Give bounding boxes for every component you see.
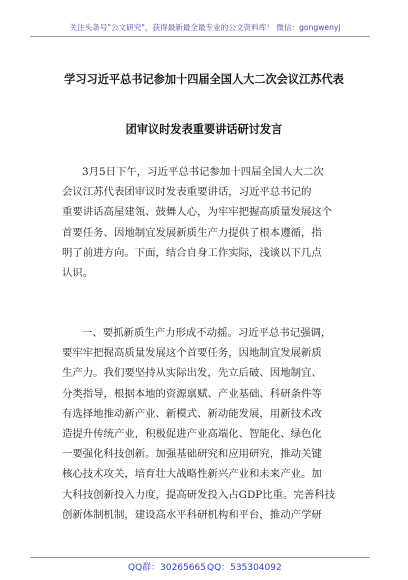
footer-qq-contact: QQ：535304092: [207, 563, 282, 573]
document-title-line-1: 学习习近平总书记参加十四届全国人大二次会议江苏代表: [64, 73, 344, 86]
text-line: 首要任务、因地制宜发展新质生产力提供了根本遵循，指: [62, 226, 322, 239]
footer-divider: [30, 557, 370, 558]
text-line: 一要强化科技创新。加强基础研究和应用研究，推动关键: [62, 448, 322, 461]
paragraph-2: [62, 323, 348, 525]
document-title-line-2: 团审议时发表重要讲话研讨发言: [125, 123, 283, 136]
text-line: 一、要抓新质生产力形成不动摇。习近平总书记强调，: [82, 327, 332, 339]
footer: [0, 560, 408, 574]
text-line: 创新体制机制，建设高水平科研机构和平台，推动产学研: [62, 508, 322, 521]
text-line: 造提升传统产业，积极促进产业高端化、智能化、绿色化: [62, 427, 322, 440]
text-line: 有选择地推动新产业、新模式、新动能发展，用新技术改: [62, 407, 322, 420]
text-line: 大科技创新投入力度，提高研发投入占GDP比重。完善科技: [62, 488, 335, 501]
text-line: 分类指导，根据本地的资源禀赋、产业基础、科研条件等: [62, 387, 322, 400]
text-line: 明了前进方向。下面，结合自身工作实际，浅谈以下几点: [62, 246, 322, 259]
header-divider: [30, 36, 370, 37]
text-line: 要牢牢把握高质量发展这个首要任务，因地制宜发展新质: [62, 347, 322, 360]
text-line: 认识。: [62, 266, 94, 279]
footer-qq-group: QQ群：30265665: [128, 563, 206, 573]
text-line: 核心技术攻关，培育壮大战略性新兴产业和未来产业。加: [62, 468, 322, 481]
header-note: 关注头条号"公文研究"，获得最新最全最专业的公文资料库！ 微信：gongwenyj: [69, 23, 341, 32]
paragraph-1: [62, 162, 348, 283]
text-line: 生产力。我们要坚持从实际出发，先立后破、因地制宜、: [62, 367, 322, 380]
text-line: 重要讲话高屋建瓴、鼓舞人心，为牢牢把握高质量发展这个: [62, 206, 333, 219]
text-line: 会议江苏代表团审议时发表重要讲话，习近平总书记的: [62, 186, 312, 199]
text-line: 3月5日下午，习近平总书记参加十四届全国人大二次: [82, 166, 324, 178]
